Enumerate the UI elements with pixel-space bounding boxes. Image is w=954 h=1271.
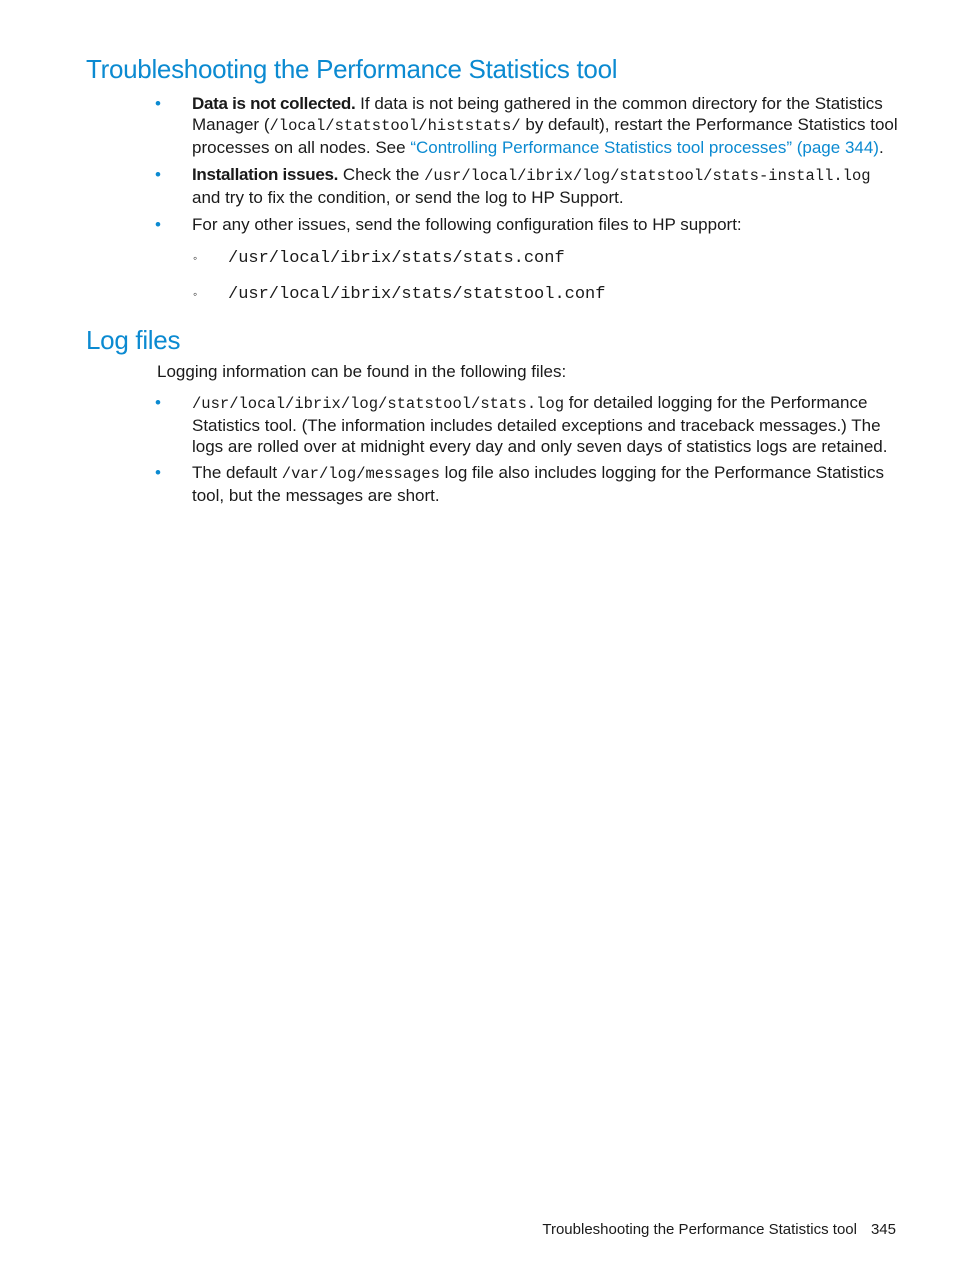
bullet-icon: •	[155, 215, 161, 234]
bullet-heading: Data is not collected.	[192, 94, 356, 113]
bullet-installation-issues	[192, 164, 902, 208]
sub-bullet-icon: ◦	[193, 287, 198, 301]
bullet-other-issues	[192, 214, 902, 235]
bullet-icon: •	[155, 463, 161, 482]
bullet-text: and try to fix the condition, or send the log to HP Support.	[192, 188, 624, 207]
bullet-text: by default), restart the Performance Statistics tool processes on all nodes. See	[192, 115, 898, 157]
page-number: 345	[870, 1221, 896, 1238]
footer-title: Troubleshooting the Performance Statistics tool	[542, 1221, 857, 1238]
bullet-icon: •	[155, 165, 161, 184]
bullet-text: Check the	[338, 165, 425, 184]
section-title-log-files: Log files	[86, 325, 181, 355]
config-file-path: /usr/local/ibrix/stats/stats.conf	[228, 249, 565, 268]
section-title-troubleshooting: Troubleshooting the Performance Statistics tool	[86, 54, 618, 84]
bullet-icon: •	[155, 94, 161, 113]
sub-bullet-icon: ◦	[193, 251, 198, 265]
bullet-heading: Installation issues.	[192, 165, 339, 184]
bullet-text: For any other issues, send the following configuration files to HP support:	[192, 215, 742, 234]
log-files-intro: Logging information can be found in the following files:	[157, 362, 567, 381]
bullet-var-log-messages	[192, 462, 902, 506]
code-path: /local/statstool/histstats/	[269, 117, 521, 135]
config-file-path: /usr/local/ibrix/stats/statstool.conf	[228, 285, 606, 304]
code-path: /usr/local/ibrix/log/statstool/stats.log	[192, 395, 565, 413]
page-footer	[542, 1221, 896, 1238]
bullet-text: log file also includes logging for the Performance Statistics tool, but the messages are short.	[192, 463, 885, 505]
bullet-text: .	[878, 138, 884, 157]
bullet-icon: •	[155, 393, 161, 412]
bullet-text: The default	[192, 463, 282, 482]
bullet-stats-log	[192, 392, 902, 457]
bullet-text: If data is not being gathered in the common directory for the Statistics Manager (	[192, 94, 883, 134]
bullet-text: for detailed logging for the Performance Statistics tool. (The information includes detailed exceptions and traceback messages.) The logs are rolled over at midnight every day and only seven days of statistics logs are retained.	[192, 393, 888, 456]
bullet-data-not-collected	[192, 93, 902, 158]
code-path: /usr/local/ibrix/log/statstool/stats-install.log	[424, 167, 871, 185]
code-path: /var/log/messages	[281, 465, 440, 483]
cross-reference-link[interactable]: “Controlling Performance Statistics tool processes” (page 344)	[410, 138, 879, 157]
